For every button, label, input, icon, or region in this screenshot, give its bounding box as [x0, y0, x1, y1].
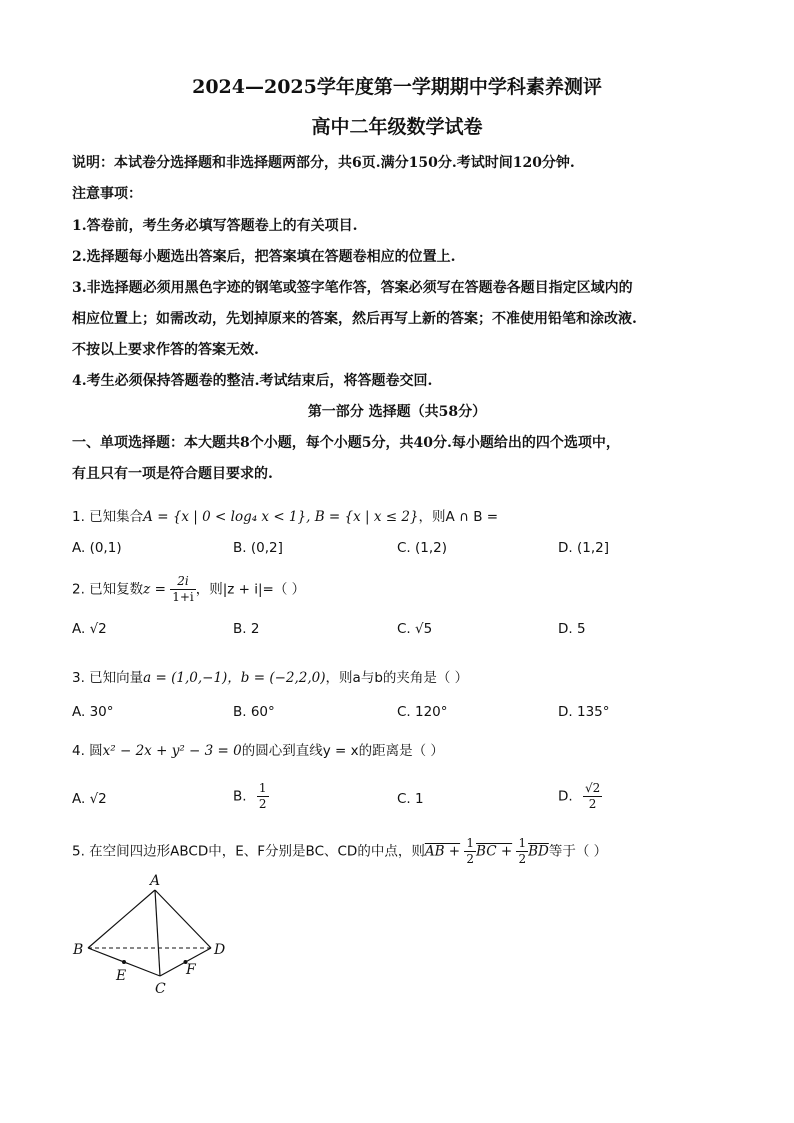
- question-3-prefix: 3. 已知向量: [72, 670, 144, 686]
- part-title: 第一部分 选择题（共58分）: [307, 404, 487, 420]
- attention-item-1: 1.答卷前，考生务必填写答题卷上的有关项目.: [72, 218, 358, 234]
- question-5-frac1-num: 1: [466, 836, 475, 850]
- question-4-option-d-num: √2: [584, 781, 601, 795]
- question-1-option-b: B. (0,2]: [233, 540, 283, 556]
- question-5-vector-bc: BC +: [476, 843, 513, 860]
- question-4-option-d-label: D.: [558, 788, 573, 805]
- attention-heading: 注意事项：: [72, 186, 142, 202]
- label-b: B: [73, 942, 84, 958]
- question-3-math: a = (1,0,−1)，b = (−2,2,0): [143, 670, 326, 686]
- question-2-suffix: ，则|z + i|=（ ）: [195, 581, 306, 598]
- label-c: C: [155, 981, 166, 997]
- question-2-frac-num: 2i: [170, 574, 196, 590]
- question-4-option-b: [233, 781, 269, 812]
- question-5-vector-ab: AB +: [424, 843, 461, 860]
- exam-title: 2024—2025学年度第一学期期中学科素养测评: [192, 76, 602, 98]
- question-2-option-c: C. √5: [397, 621, 433, 637]
- question-2-prefix: 2. 已知复数: [72, 581, 144, 598]
- section-instructions: 一、单项选择题：本大题共8个小题，每个小题5分，共40分.每小题给出的四个选项中，: [72, 435, 620, 451]
- question-2-fraction: [170, 574, 196, 605]
- question-2-math: z =: [143, 581, 166, 598]
- edge-ac: [155, 890, 160, 976]
- attention-item-3: 3.非选择题必须用黑色字迹的钢笔或签字笔作答，答案必须写在答题卷各题目指定区域内的: [72, 280, 633, 296]
- tetrahedron-figure: [68, 868, 238, 1000]
- question-4-option-b-fraction: [257, 781, 269, 812]
- question-1-option-c: C. (1,2): [397, 540, 448, 556]
- question-3-option-c: C. 120°: [397, 704, 448, 720]
- question-2-option-d: D. 5: [558, 621, 586, 637]
- question-1: [72, 505, 498, 525]
- exam-subtitle: 高中二年级数学试卷: [311, 116, 483, 138]
- question-4-prefix: 4. 圆: [72, 743, 103, 759]
- attention-item-3-cont2: 不按以上要求作答的答案无效.: [72, 342, 259, 358]
- question-5-prefix: 5. 在空间四边形ABCD中，E、F分别是BC、CD的中点，则: [72, 843, 425, 860]
- question-5-frac2-num: 1: [518, 836, 527, 850]
- label-e: E: [116, 968, 127, 984]
- question-1-option-a: A. (0,1): [72, 540, 122, 556]
- question-3-option-d: D. 135°: [558, 704, 610, 720]
- question-3-option-a: A. 30°: [72, 704, 114, 720]
- question-4-option-b-label: B.: [233, 788, 247, 805]
- point-e: [122, 960, 126, 964]
- question-4-option-b-num: 1: [258, 781, 267, 795]
- question-5: [72, 836, 607, 867]
- question-4-option-d-den: 2: [588, 797, 597, 811]
- question-1-prefix: 1. 已知集合: [72, 509, 144, 525]
- exam-description: 说明：本试卷分选择题和非选择题两部分，共6页.满分150分.考试时间120分钟.: [72, 155, 575, 171]
- question-1-option-d: D. (1,2]: [558, 540, 609, 556]
- question-2-frac-den: 1+i: [172, 590, 194, 604]
- question-4-math: x² − 2x + y² − 3 = 0: [102, 743, 242, 759]
- label-d: D: [214, 942, 226, 958]
- question-4-option-d: [558, 781, 602, 812]
- question-3: [72, 666, 468, 686]
- question-2: [72, 574, 305, 605]
- question-4-option-d-fraction: [583, 781, 602, 812]
- edge-ad: [155, 890, 211, 948]
- attention-item-3-cont: 相应位置上；如需改动，先划掉原来的答案，然后再写上新的答案；不准使用铅笔和涂改液.: [72, 311, 637, 327]
- question-1-suffix: ，则A ∩ B =: [418, 509, 499, 525]
- attention-item-4: 4.考生必须保持答题卷的整洁.考试结束后，将答题卷交回.: [72, 373, 433, 389]
- question-3-option-b: B. 60°: [233, 704, 275, 720]
- question-5-vector-bd: $\overline{BD}$: [528, 843, 549, 860]
- edge-ab: [88, 890, 155, 948]
- label-f: F: [186, 962, 196, 978]
- question-5-frac1-den: 2: [466, 852, 475, 866]
- question-5-suffix: 等于（ ）: [548, 843, 608, 860]
- question-3-suffix: ，则a与b的夹角是（ ）: [325, 670, 469, 686]
- label-a: A: [150, 873, 161, 889]
- question-1-math: A = {x | 0 < log₄ x < 1}, B = {x | x ≤ 2}: [143, 509, 419, 525]
- section-instructions-cont: 有且只有一项是符合题目要求的.: [72, 466, 273, 482]
- question-5-fraction-2: [516, 836, 528, 867]
- question-4-suffix: 的圆心到直线y = x的距离是（ ）: [241, 743, 444, 759]
- question-4-option-c: C. 1: [397, 791, 424, 807]
- question-4-option-a: A. √2: [72, 791, 107, 807]
- question-2-option-a: A. √2: [72, 621, 107, 637]
- attention-item-2: 2.选择题每小题选出答案后，把答案填在答题卷相应的位置上.: [72, 249, 456, 265]
- question-4: [72, 739, 444, 759]
- question-5-fraction-1: [464, 836, 476, 867]
- question-2-option-b: B. 2: [233, 621, 260, 637]
- question-5-frac2-den: 2: [518, 852, 527, 866]
- question-4-option-b-den: 2: [258, 797, 267, 811]
